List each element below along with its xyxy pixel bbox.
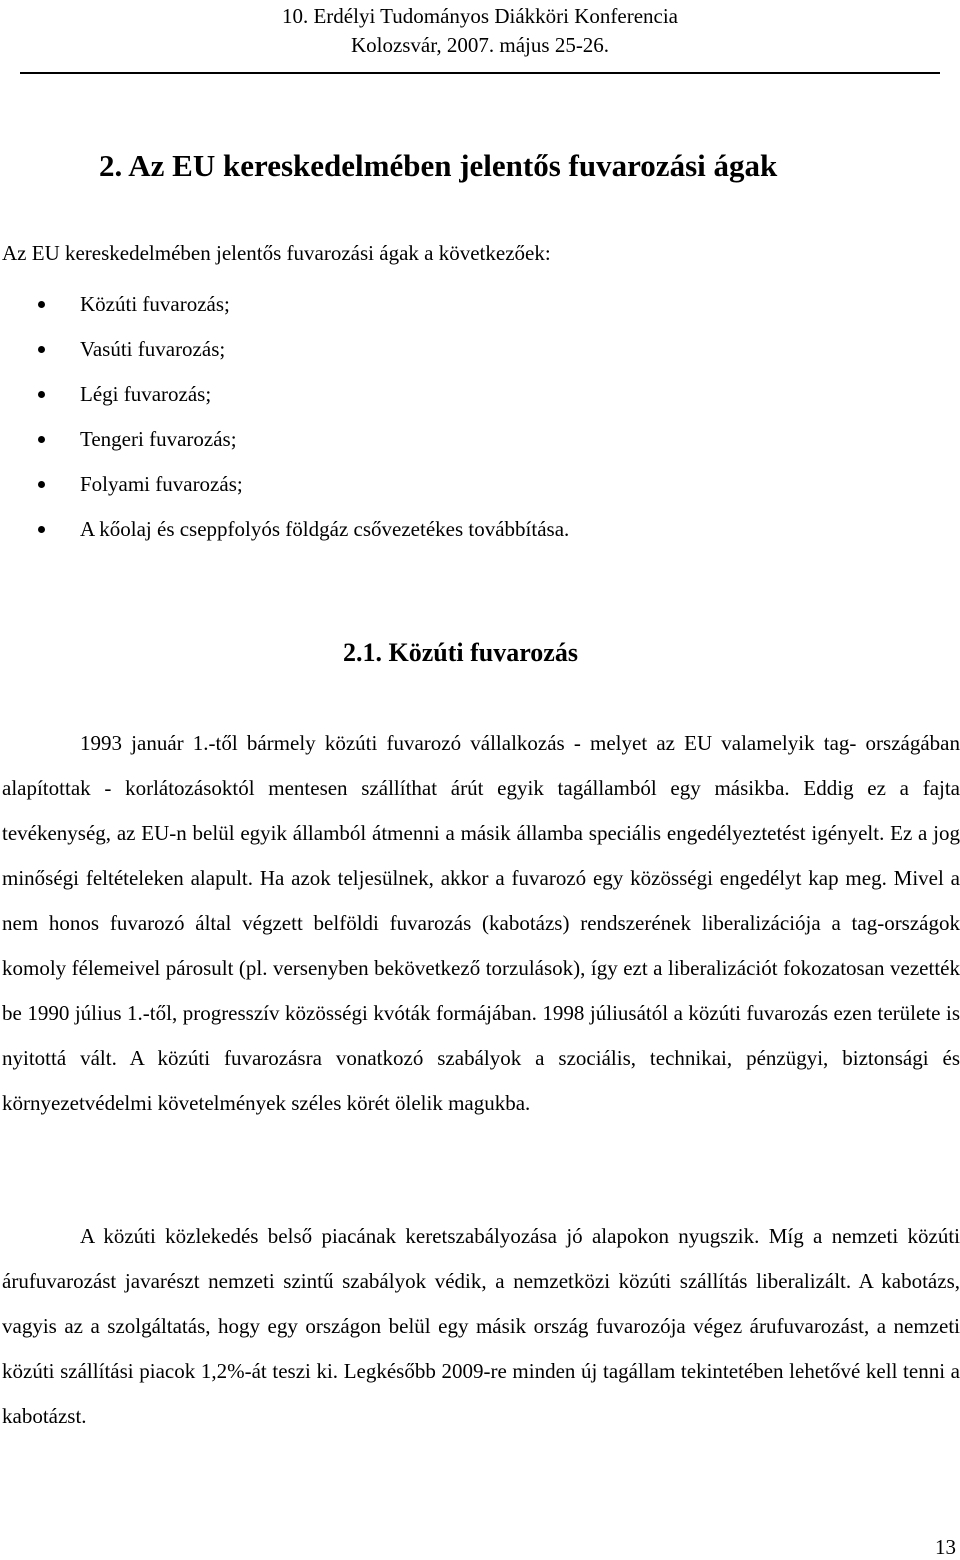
header-divider bbox=[20, 72, 940, 74]
list-item-text: A kőolaj és cseppfolyós földgáz csővezetékes továbbítása. bbox=[80, 517, 570, 541]
list-item-text: Vasúti fuvarozás; bbox=[80, 337, 226, 361]
list-item-text: Folyami fuvarozás; bbox=[80, 472, 243, 496]
bullet-icon bbox=[38, 481, 45, 488]
list-item-text: Légi fuvarozás; bbox=[80, 382, 212, 406]
list-item-text: Közúti fuvarozás; bbox=[80, 292, 230, 316]
page-number: 13 bbox=[935, 1535, 956, 1559]
section-title: 2.1. Közúti fuvarozás bbox=[343, 638, 578, 667]
conference-title: 10. Erdélyi Tudományos Diákköri Konferencia bbox=[281, 4, 679, 28]
bullet-icon bbox=[38, 436, 45, 443]
bullet-icon bbox=[38, 346, 45, 353]
paragraph-internal-market: A közúti közlekedés belső piacának keretszabályozása jó alapokon nyugszik. Míg a nemzeti közúti árufuvarozást javarészt nemzeti szintű szabályok védik, a nemzetközi közúti szállítás liberalizált. A kabotázs, vagyis az a szolgáltatás, hogy egy országon belül egy másik ország fuvarozója végez árufuvarozást, a nemzeti közúti szállítási piacok 1,2%-át teszi ki. Legkésőbb 2009-re minden új tagállam tekintetében lehetővé kell tenni a kabotázst. bbox=[2, 1224, 960, 1428]
paragraph-road-transport: 1993 január 1.-től bármely közúti fuvarozó vállalkozás - melyet az EU valamelyik tag- országában alapítottak - korlátozásoktól mentesen szállíthat árút egyik tagállamból egy másikba. Eddig ez a fajta tevékenység, az EU-n belül egyik államból átmenni a másik államba speciális engedélyeztetést igényelt. Ez a jog minőségi feltételeken alapult. Ha azok teljesülnek, akkor a fuvarozó egy közösségi engedélyt kap meg. Mivel a nem honos fuvarozó által végzett belföldi fuvarozás (kabotázs) rendszerének liberalizációja a tag-országok komoly félemeivel párosult (pl. versenyben bekövetkező torzulások), így ezt a liberalizációt fokozatosan vezették be 1990 július 1.-től, progresszív közösségi kvóták formájában. 1998 júliusától a közúti fuvarozás ezen területe is nyitottá vált. A közúti fuvarozásra vonatkozó szabályok a szociális, technikai, pénzügyi, biztonsági és környezetvédelmi követelmények széles körét ölelik magukba. bbox=[2, 731, 960, 1115]
bullet-icon bbox=[38, 526, 45, 533]
chapter-title: 2. Az EU kereskedelmében jelentős fuvarozási ágak bbox=[99, 148, 778, 183]
conference-date-place: Kolozsvár, 2007. május 25-26. bbox=[350, 33, 610, 57]
bullet-icon bbox=[38, 391, 45, 398]
bullet-icon bbox=[38, 301, 45, 308]
intro-sentence: Az EU kereskedelmében jelentős fuvarozási ágak a következőek: bbox=[2, 241, 551, 265]
list-item-text: Tengeri fuvarozás; bbox=[80, 427, 237, 451]
